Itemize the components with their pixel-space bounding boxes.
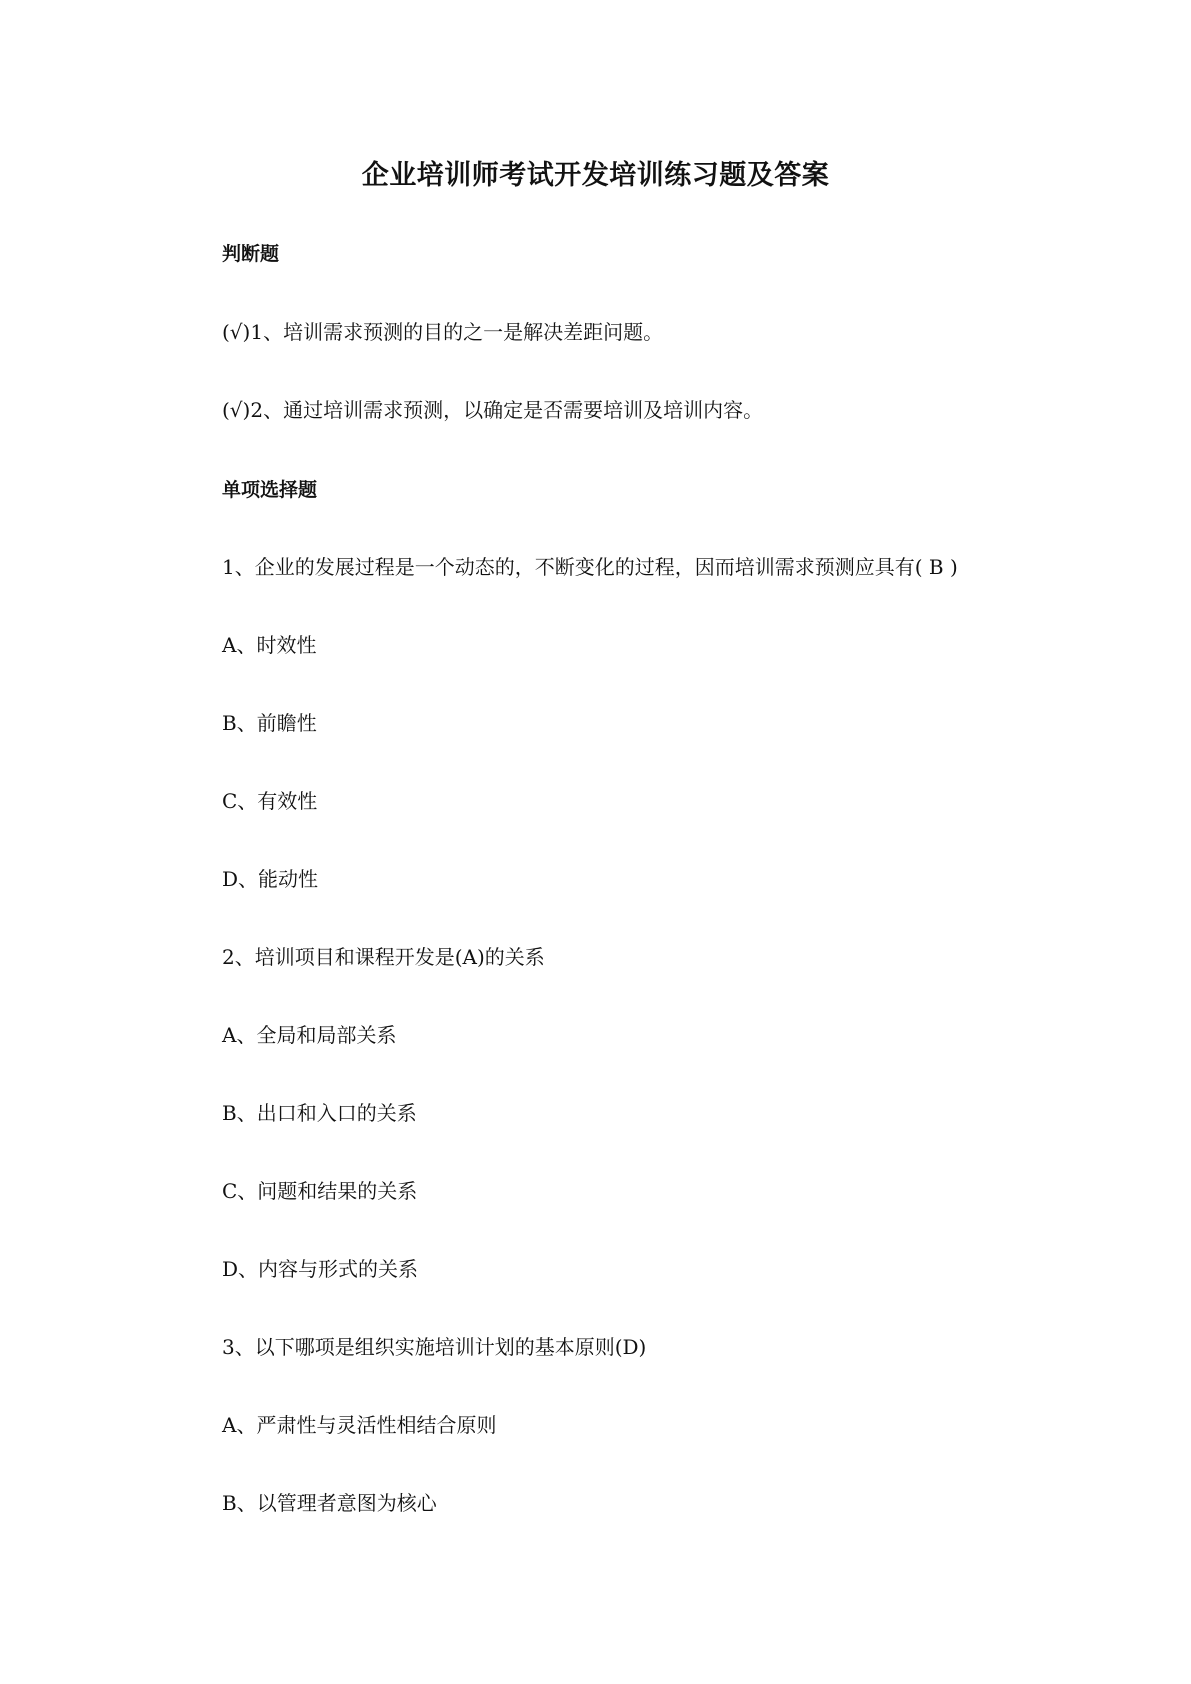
answer-option: D、内容与形式的关系 bbox=[222, 1257, 419, 1281]
question-stem: 3、以下哪项是组织实施培训计划的基本原则(D) bbox=[222, 1335, 647, 1359]
true-false-item: (√)2、通过培训需求预测，以确定是否需要培训及培训内容。 bbox=[222, 398, 764, 422]
question-stem: 1、企业的发展过程是一个动态的，不断变化的过程，因而培训需求预测应具有( B ) bbox=[222, 555, 958, 579]
answer-option: B、出口和入口的关系 bbox=[222, 1101, 417, 1125]
answer-option: C、问题和结果的关系 bbox=[222, 1179, 418, 1203]
question-stem: 2、培训项目和课程开发是(A)的关系 bbox=[222, 945, 545, 969]
answer-option: D、能动性 bbox=[222, 867, 319, 891]
answer-option: A、时效性 bbox=[222, 633, 317, 657]
answer-option: B、前瞻性 bbox=[222, 711, 317, 735]
section-heading-true-false: 判断题 bbox=[222, 243, 280, 265]
answer-option: B、以管理者意图为核心 bbox=[222, 1491, 437, 1515]
answer-option: A、全局和局部关系 bbox=[222, 1023, 397, 1047]
document-title: 企业培训师考试开发培训练习题及答案 bbox=[361, 160, 830, 191]
true-false-item: (√)1、培训需求预测的目的之一是解决差距问题。 bbox=[222, 320, 664, 344]
section-heading-single-choice: 单项选择题 bbox=[222, 479, 318, 501]
answer-option: C、有效性 bbox=[222, 789, 318, 813]
answer-option: A、严肃性与灵活性相结合原则 bbox=[222, 1413, 497, 1437]
